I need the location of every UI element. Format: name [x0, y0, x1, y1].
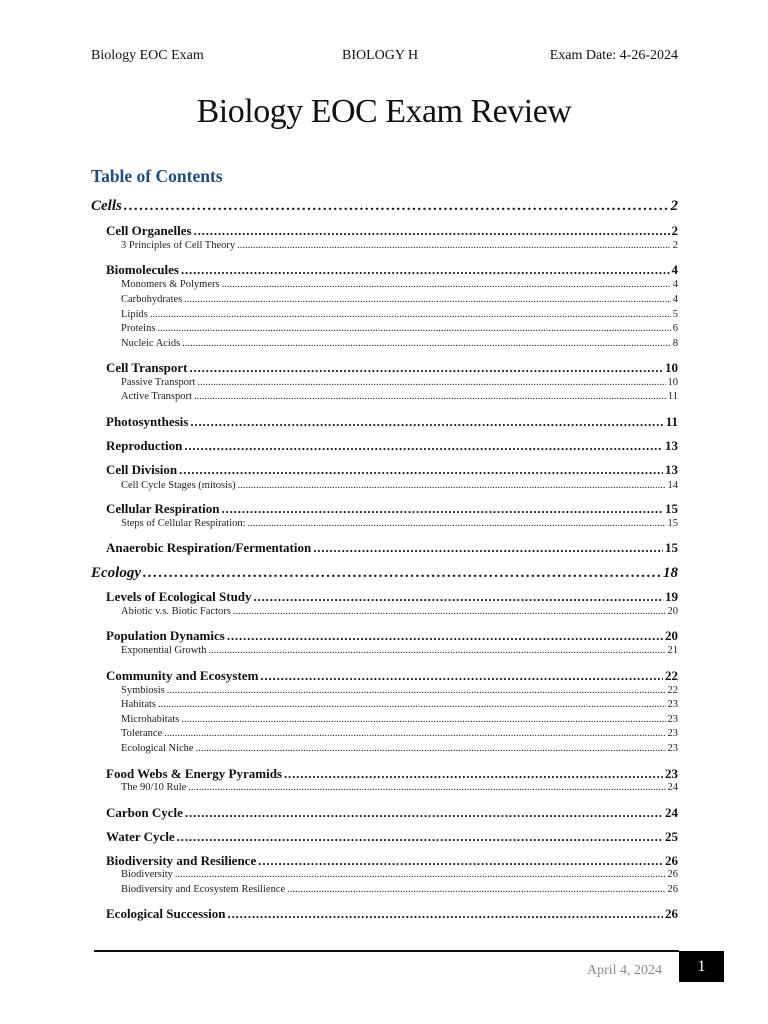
toc-leader-dots [181, 714, 665, 725]
toc-leader-dots [164, 728, 665, 739]
toc-entry[interactable] [121, 480, 678, 494]
toc-entry-page: 2 [672, 240, 678, 251]
toc-entry-page: 23 [665, 766, 678, 781]
toc-entry-label: Cell Transport [106, 360, 188, 375]
toc-entry-page: 6 [672, 323, 678, 334]
toc-entry[interactable] [121, 606, 678, 620]
toc-entry-page: 23 [667, 699, 678, 710]
toc-entry[interactable] [121, 728, 678, 742]
toc-leader-dots [313, 540, 663, 556]
toc-entry-page: 2 [670, 198, 678, 214]
toc-entry-page: 5 [672, 309, 678, 320]
toc-entry-label: Cell Division [106, 462, 178, 477]
toc-entry-label: Nucleic Acids [121, 338, 181, 349]
toc-entry-label: Habitats [121, 699, 156, 710]
toc-entry-page: 20 [665, 628, 678, 643]
toc-entry-label: Reproduction [106, 438, 183, 453]
toc-entry-page: 20 [667, 606, 678, 617]
toc-entry-label: Levels of Ecological Study [106, 589, 252, 604]
toc-entry-label: Biodiversity and Ecosystem Resilience [121, 884, 286, 895]
toc-entry-label: Ecological Niche [121, 743, 194, 754]
toc-entry-label: Cellular Respiration [106, 501, 220, 516]
toc-leader-dots [258, 853, 663, 869]
toc-entry-label: Population Dynamics [106, 628, 225, 643]
toc-entry-label: Monomers & Polymers [121, 279, 220, 290]
toc-entry[interactable] [121, 240, 678, 254]
toc-entry-page: 26 [665, 853, 678, 868]
toc-entry-page: 13 [665, 438, 678, 453]
toc-leader-dots [238, 480, 666, 491]
toc-entry-page: 4 [672, 279, 678, 290]
toc-entry[interactable] [121, 714, 678, 728]
toc-leader-dots [208, 645, 665, 656]
toc-entry-label: Symbiosis [121, 685, 165, 696]
toc-leader-dots [197, 377, 665, 388]
toc-entry[interactable] [121, 685, 678, 699]
toc-entry[interactable] [106, 540, 678, 557]
toc-leader-dots [254, 589, 663, 605]
toc-entry-page: 24 [667, 782, 678, 793]
toc-entry-page: 14 [667, 480, 678, 491]
toc-entry-label: Cell Organelles [106, 223, 192, 238]
toc-entry[interactable] [106, 223, 678, 240]
toc-leader-dots [182, 338, 671, 349]
toc-leader-dots [188, 782, 665, 793]
toc-entry-page: 22 [665, 668, 678, 683]
toc-entry-label: Photosynthesis [106, 414, 189, 429]
toc-entry-page: 15 [667, 518, 678, 529]
toc-entry-label: Food Webs & Energy Pyramids [106, 766, 282, 781]
toc-entry-label: Biodiversity and Resilience [106, 853, 257, 868]
toc-entry[interactable] [106, 262, 678, 279]
header-left: Biology EOC Exam [91, 48, 204, 63]
toc-leader-dots [143, 565, 661, 582]
toc-leader-dots [287, 884, 665, 895]
page-number-box [679, 951, 724, 982]
page-number: 1 [697, 958, 706, 975]
toc-entry[interactable] [121, 699, 678, 713]
toc-entry[interactable] [91, 565, 678, 585]
toc-entry[interactable] [121, 884, 678, 898]
toc-entry-label: Ecological Succession [106, 906, 226, 921]
toc-entry-page: 8 [672, 338, 678, 349]
toc-entry-page: 13 [665, 462, 678, 477]
toc-leader-dots [185, 805, 663, 821]
toc-entry-page: 24 [665, 805, 678, 820]
toc-entry[interactable] [106, 853, 678, 870]
toc-entry-label: 3 Principles of Cell Theory [121, 240, 236, 251]
toc-entry-label: Passive Transport [121, 377, 196, 388]
toc-entry-label: Carbohydrates [121, 294, 183, 305]
toc-entry-page: 23 [667, 714, 678, 725]
toc-entry-page: 26 [667, 869, 678, 880]
toc-entry-label: Ecology [91, 565, 141, 581]
toc-entry-label: Proteins [121, 323, 156, 334]
toc-entry-label: Tolerance [121, 728, 163, 739]
page-header [91, 48, 678, 66]
toc-leader-dots [194, 223, 670, 239]
toc-entry-label: Exponential Growth [121, 645, 207, 656]
footer-rule [94, 950, 679, 952]
toc-leader-dots [237, 240, 671, 251]
toc-leader-dots [181, 262, 670, 278]
toc-leader-dots [150, 309, 671, 320]
toc-entry-page: 23 [667, 743, 678, 754]
toc-entry-page: 10 [667, 377, 678, 388]
toc-entry[interactable] [106, 766, 678, 783]
toc-entry-page: 22 [667, 685, 678, 696]
toc-leader-dots [157, 323, 670, 334]
toc-entry-page: 19 [665, 589, 678, 604]
toc-leader-dots [158, 699, 666, 710]
toc-entry-label: Active Transport [121, 391, 192, 402]
toc-leader-dots [175, 869, 666, 880]
toc-entry-label: Biodiversity [121, 869, 173, 880]
toc-entry[interactable] [106, 501, 678, 518]
toc-entry[interactable] [106, 829, 678, 846]
toc-entry-label: Community and Ecosystem [106, 668, 259, 683]
toc-leader-dots [228, 906, 663, 922]
toc-entry[interactable] [91, 198, 678, 218]
header-center: BIOLOGY H [342, 48, 419, 63]
toc-leader-dots [124, 198, 669, 215]
toc-entry[interactable] [106, 462, 678, 479]
toc-entry[interactable] [106, 906, 678, 923]
toc-entry[interactable] [106, 668, 678, 685]
toc-entry[interactable] [121, 309, 678, 323]
toc-entry-label: Abiotic v.s. Biotic Factors [121, 606, 231, 617]
toc-entry[interactable] [106, 805, 678, 822]
toc-entry[interactable] [121, 279, 678, 293]
toc-entry-label: The 90/10 Rule [121, 782, 187, 793]
toc-entry-label: Carbon Cycle [106, 805, 183, 820]
toc-entry[interactable] [121, 323, 678, 337]
toc-entry-page: 26 [665, 906, 678, 921]
toc-entry-page: 18 [663, 565, 678, 581]
toc-leader-dots [184, 294, 671, 305]
toc-leader-dots [190, 360, 664, 376]
toc-entry-page: 15 [665, 540, 678, 555]
toc-entry-page: 25 [665, 829, 678, 844]
toc-heading: Table of Contents [91, 166, 223, 186]
toc-entry-page: 23 [667, 728, 678, 739]
toc-leader-dots [190, 414, 663, 430]
header-right: Exam Date: 4-26-2024 [549, 48, 678, 63]
toc-entry[interactable] [106, 414, 678, 431]
toc-entry-label: Lipids [121, 309, 148, 320]
toc-entry[interactable] [106, 628, 678, 645]
toc-entry[interactable] [121, 338, 678, 352]
toc-leader-dots [260, 668, 663, 684]
toc-entry-page: 11 [665, 414, 678, 429]
toc-entry-label: Water Cycle [106, 829, 175, 844]
toc-leader-dots [248, 518, 666, 529]
toc-entry-page: 26 [667, 884, 678, 895]
toc-leader-dots [177, 829, 663, 845]
toc-entry[interactable] [121, 743, 678, 757]
toc-entry-label: Anaerobic Respiration/Fermentation [106, 540, 312, 555]
toc-leader-dots [222, 501, 663, 517]
toc-entry[interactable] [106, 438, 678, 455]
toc-entry-label: Steps of Cellular Respiration: [121, 518, 246, 529]
toc-entry-page: 2 [671, 223, 678, 238]
toc-entry[interactable] [106, 360, 678, 377]
toc-leader-dots [179, 462, 663, 478]
toc-entry-label: Cells [91, 198, 122, 214]
toc-entry[interactable] [121, 391, 678, 405]
toc-entry[interactable] [121, 869, 678, 883]
document-title: Biology EOC Exam Review [196, 93, 572, 130]
toc-entry[interactable] [121, 377, 678, 391]
toc-entry-page: 11 [667, 391, 678, 402]
toc-entry[interactable] [106, 589, 678, 606]
toc-leader-dots [167, 685, 666, 696]
toc-leader-dots [222, 279, 671, 290]
toc-entry-page: 15 [665, 501, 678, 516]
toc-entry-label: Cell Cycle Stages (mitosis) [121, 480, 236, 491]
footer-date: April 4, 2024 [587, 963, 663, 978]
toc-leader-dots [284, 766, 663, 782]
toc-entry[interactable] [121, 518, 678, 532]
toc-entry[interactable] [121, 782, 678, 796]
toc-entry-page: 4 [671, 262, 678, 277]
toc-leader-dots [233, 606, 666, 617]
toc-entry-page: 21 [667, 645, 678, 656]
toc-entry-label: Microhabitats [121, 714, 180, 725]
toc-entry[interactable] [121, 645, 678, 659]
toc-entry-label: Biomolecules [106, 262, 179, 277]
toc-leader-dots [196, 743, 666, 754]
toc-entry-page: 10 [665, 360, 678, 375]
toc-leader-dots [227, 628, 663, 644]
toc-leader-dots [194, 391, 666, 402]
toc-entry-page: 4 [672, 294, 678, 305]
toc-entry[interactable] [121, 294, 678, 308]
toc-leader-dots [184, 438, 663, 454]
